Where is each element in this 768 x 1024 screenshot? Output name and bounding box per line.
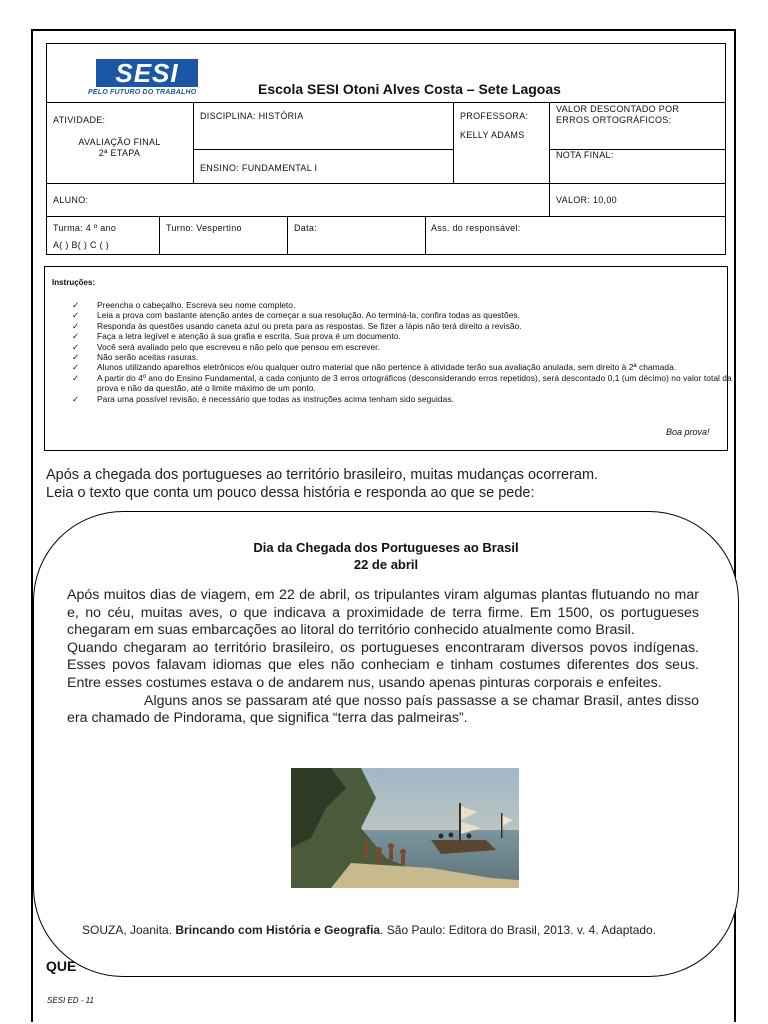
check-icon: ✓ bbox=[72, 362, 80, 373]
divider bbox=[425, 216, 426, 255]
list-item: ✓ Responda às questões usando caneta azul ou preta para as respostas. Se fizer a lápis não terá direito a revisão. bbox=[72, 320, 522, 331]
list-item: ✓ A partir do 4º ano do Ensino Fundamental, a cada conjunto de 3 erros ortográficos (desconsiderando erros repetidos), será descontado 0,1 (um décimo) no valor total da prova e não da questão, até o limite máximo de um ponto. bbox=[72, 372, 732, 394]
ass-field: Ass. do responsável: bbox=[431, 223, 521, 233]
valor-descontado-label: VALOR DESCONTADO POR bbox=[556, 104, 680, 114]
atividade-stage: 2ª ETAPA bbox=[98, 148, 141, 158]
intro-text bbox=[46, 466, 598, 502]
divider bbox=[453, 102, 454, 183]
sesi-logo: SESI bbox=[96, 59, 198, 87]
turma-field: Turma: 4 º ano bbox=[53, 223, 117, 233]
list-item: ✓ Preencha o cabeçalho. Escreva seu nome completo. bbox=[72, 300, 296, 310]
list-item: ✓ Alunos utilizando aparelhos eletrônicos e/ou qualquer outro material que não pertence à atividade terão sua avaliação anulada, sem direito à 2ª chamada. bbox=[72, 362, 677, 373]
list-item: ✓ Leia a prova com bastante atenção antes de começar a sua resolução. Ao terminá-la, confira todas as questões. bbox=[72, 310, 521, 321]
divider bbox=[159, 216, 160, 255]
disciplina-field: DISCIPLINA: HISTÓRIA bbox=[200, 111, 304, 121]
divider bbox=[549, 102, 550, 216]
intro-line-2: Leia o texto que conta um pouco dessa história e responda ao que se pede: bbox=[46, 485, 535, 501]
divider bbox=[287, 216, 288, 255]
aluno-field: ALUNO: bbox=[53, 195, 89, 205]
turno-field: Turno: Vespertino bbox=[166, 223, 242, 233]
ensino-field: ENSINO: FUNDAMENTAL I bbox=[200, 163, 318, 173]
instructions-list bbox=[72, 300, 738, 404]
atividade-value: AVALIAÇÃO FINAL bbox=[78, 137, 161, 147]
check-icon: ✓ bbox=[72, 352, 80, 363]
turma-options: A( ) B( ) C ( ) bbox=[53, 240, 109, 250]
check-icon: ✓ bbox=[72, 331, 80, 342]
school-name: Escola SESI Otoni Alves Costa – Sete Lagoas bbox=[258, 81, 561, 97]
atividade-label: ATIVIDADE: bbox=[53, 115, 106, 125]
professora-value: KELLY ADAMS bbox=[460, 130, 525, 140]
data-field: Data: bbox=[294, 223, 318, 233]
nota-final-field: NOTA FINAL: bbox=[556, 150, 614, 160]
valor-field: VALOR: 10,00 bbox=[556, 195, 617, 205]
citation: SOUZA, Joanita. Brincando com História e Geografia. São Paulo: Editora do Brasil, 2013. v. 4. Adaptado. bbox=[82, 923, 657, 937]
story-paragraph-2: Quando chegaram ao território brasileiro, os portugueses encontraram diversos povos indígenas. Esses povos falavam idiomas que eles não conheciam e tinham costumes diferentes dos seus. Entre esses costumes estava o de andarem nus, usando apenas pinturas corporais e enfeites. bbox=[67, 639, 699, 691]
text-subtitle: 22 de abril bbox=[353, 557, 419, 572]
professora-label: PROFESSORA: bbox=[460, 111, 529, 121]
story-paragraph-3: Alguns anos se passaram até que nosso país passasse a se chamar Brasil, antes disso era chamado de Pindorama, que significa “terra das palmeiras”. bbox=[67, 692, 699, 727]
logo-subtitle: PELO FUTURO DO TRABALHO bbox=[88, 89, 197, 96]
intro-line-1: Após a chegada dos portugueses ao território brasileiro, muitas mudanças ocorreram. bbox=[46, 467, 599, 483]
divider bbox=[46, 216, 726, 217]
instructions-title: Instruções: bbox=[52, 278, 96, 287]
check-icon: ✓ bbox=[72, 372, 80, 383]
footer-code: SESI ED - 11 bbox=[47, 996, 94, 1005]
list-item: ✓ Para uma possível revisão, é necessário que todas as instruções acima tenham sido seguidas. bbox=[72, 393, 454, 404]
divider bbox=[46, 183, 726, 184]
valor-descontado-label-2: ERROS ORTOGRÁFICOS: bbox=[556, 115, 672, 125]
check-icon: ✓ bbox=[72, 300, 80, 310]
question-heading: QUE bbox=[46, 958, 77, 974]
text-title: Dia da Chegada dos Portugueses ao Brasil bbox=[253, 540, 519, 555]
check-icon: ✓ bbox=[72, 320, 80, 331]
divider bbox=[193, 102, 194, 183]
story-paragraph-1: Após muitos dias de viagem, em 22 de abril, os tripulantes viram algumas plantas flutuando no mar e, no céu, muitas aves, o que indicava a proximidade de terra firme. Em 1500, os portugueses chegaram em suas embarcações ao litoral do território conhecido atualmente como Brasil. bbox=[67, 587, 699, 639]
list-item: ✓ Você será avaliado pelo que escreveu e não pelo que pensou em escrever. bbox=[72, 341, 380, 352]
divider bbox=[193, 149, 453, 150]
check-icon: ✓ bbox=[72, 393, 80, 404]
check-icon: ✓ bbox=[72, 341, 80, 352]
check-icon: ✓ bbox=[72, 310, 80, 321]
list-item: ✓ Não serão aceitas rasuras. bbox=[72, 352, 199, 363]
boa-prova: Boa prova! bbox=[666, 427, 710, 437]
list-item: ✓ Faça a letra legível e atenção à sua grafia e escrita. Sua prova é um documento. bbox=[72, 331, 401, 342]
story-text bbox=[67, 587, 699, 728]
landing-painting-image bbox=[291, 768, 519, 888]
divider bbox=[46, 102, 726, 103]
text-box bbox=[33, 511, 739, 977]
citation-book-title: Brincando com História e Geografia bbox=[175, 923, 381, 937]
